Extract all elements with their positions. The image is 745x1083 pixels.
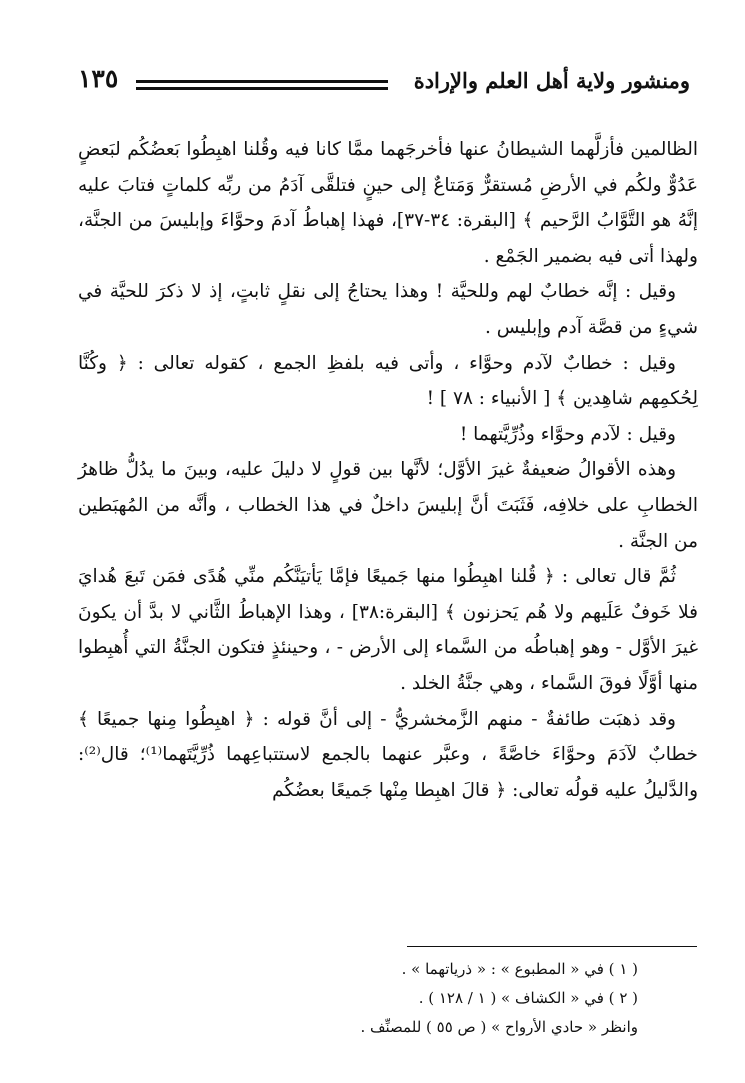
paragraph: وقيل : خطابٌ لآدم وحوَّاء ، وأتى فيه بلفظِ الجمع ، كقوله تعالى : ﴿ وكُنَّا لِحُكمِهم شاهِدين ﴾ [ الأنبياء : ٧٨ ] ! <box>78 352 698 410</box>
header-rule <box>136 80 388 90</box>
paragraph: ثُمَّ قال تعالى : ﴿ قُلنا اهبِطُوا منها جَميعًا فإمَّا يَأتيَنَّكُم منِّي هُدًى فمَن تَبعَ هُدايَ فلا خَوفٌ عَلَيهم ولا هُم يَحزنون ﴾ [البقرة:٣٨] ، وهذا الإهباطُ الثَّاني لا بدَّ أن يكونَ غيرَ الأوَّل - وهو إهباطُه من السَّماء إلى الأرض - ، وحينئذٍ فتكون الجنَّةُ التي أُهبِطوا منها أوَّلًا فوقَ السَّماء ، وهي جنَّةُ الخلد . <box>78 566 698 694</box>
page-number: ١٣٥ <box>78 64 119 93</box>
paragraph: وقد ذهبَت طائفةٌ - منهم الزَّمخشريُّ - إلى أنَّ قوله : ﴿ اهبِطُوا مِنها جميعًا ﴾ خطابٌ لآدَمَ وحوَّاءَ خاصَّةً ، وعبَّر عنهما بالجمع لاستتباعِهما ذُرِّيَّتَهما⁽¹⁾؛ قال⁽²⁾: والدَّليلُ عليه قولُه تعالى: ﴿ قالَ اهبِطا مِنْها جَميعًا بعضُكُم <box>78 708 698 801</box>
footnote: وانظر « حادي الأرواح » ( ص ٥٥ ) للمصنِّف . <box>360 1018 638 1036</box>
paragraph: وهذه الأقوالُ ضعيفةٌ غيرَ الأوَّل؛ لأنَّها بين قولٍ لا دليلَ عليه، وبينَ ما يدُلُّ ظاهرُ الخطابِ على خلافِه، فَثَبَتَ أنَّ إبليسَ داخلٌ في هذا الخطاب ، وأنَّه من المُهبَطين من الجنَّة . <box>78 459 698 552</box>
page-header <box>78 62 690 106</box>
paragraph: وقيل : لآدم وحوَّاء وذُرِّيَّتهما ! <box>459 423 676 445</box>
footnote: ( ١ ) في « المطبوع » : « ذرياتهما » . <box>401 960 638 978</box>
running-title: ومنشور ولاية أهل العلم والإرادة <box>413 68 690 93</box>
footnote: ( ٢ ) في « الكشاف » ( ١ / ١٢٨ ) . <box>418 989 638 1007</box>
paragraph: وقيل : إنَّه خطابٌ لهم وللحيَّة ! وهذا يحتاجُ إلى نقلٍ ثابتٍ، إذ لا ذكرَ للحيَّة في شيءٍ من قصَّة آدم وإبليس . <box>78 281 698 338</box>
paragraph: الظالمين فأزلَّهما الشيطانُ عنها فأخرجَهما ممَّا كانا فيه وقُلنا اهبِطُوا بَعضُكُم لبَعضٍ عَدُوٌّ ولكُم في الأرضِ مُستقرٌّ وَمَتاعٌ إلى حينٍ فتلقَّى آدَمُ من ربِّه كلماتٍ فتابَ عليه إنَّهُ هو التَّوَّابُ الرَّحيم ﴾ [البقرة: ٣٤-٣٧]، فهذا إهباطُ آدمَ وحوَّاءَ وإبليسَ من الجنَّة، ولهذا أتى فيه بضمير الجَمْع . <box>78 139 698 267</box>
footnotes <box>78 955 678 1042</box>
footnote-rule <box>407 946 697 947</box>
main-text <box>78 132 698 808</box>
